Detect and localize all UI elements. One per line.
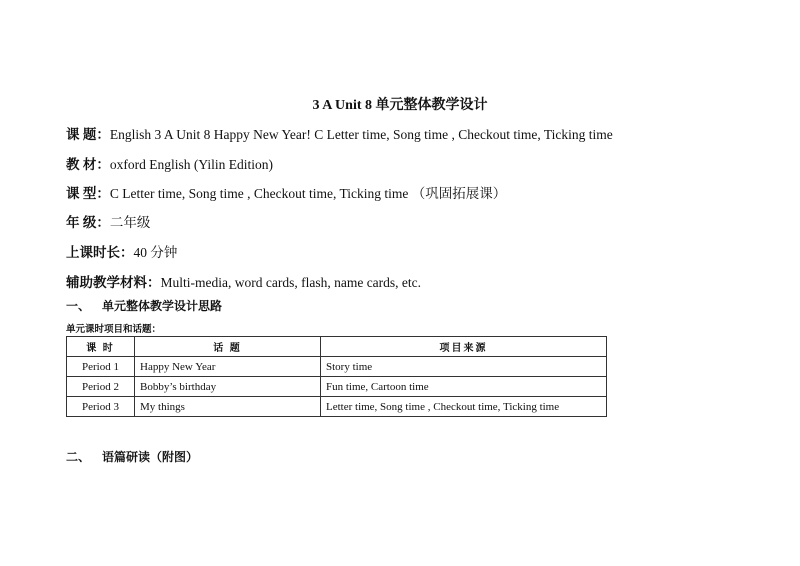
cell-source: Story time (321, 357, 607, 377)
section-heading-2 (66, 448, 198, 465)
section-number: 一、 (66, 299, 91, 313)
field-textbook (66, 153, 273, 173)
field-label: 课 型： (66, 186, 110, 201)
cell-source: Letter time, Song time , Checkout time, Ticking time (321, 397, 607, 417)
field-label: 教 材： (66, 157, 110, 172)
section-number: 二、 (66, 450, 91, 464)
table-row (67, 357, 607, 377)
section-text: 单元整体教学设计思路 (102, 299, 223, 313)
field-value: English 3 A Unit 8 Happy New Year! C Letter time, Song time , Checkout time, Ticking time (109, 127, 613, 142)
field-lesson-type (66, 182, 506, 202)
field-label: 上课时长： (66, 245, 134, 260)
header-source: 项目来源 (321, 337, 607, 357)
field-label: 年 级： (66, 215, 110, 230)
cell-topic: Happy New Year (135, 357, 321, 377)
field-materials (66, 271, 421, 291)
header-topic: 话 题 (135, 337, 321, 357)
cell-period: Period 3 (67, 397, 135, 417)
field-value: 二年级 (109, 215, 151, 230)
cell-period: Period 2 (67, 377, 135, 397)
field-value: 40 分钟 (133, 245, 178, 260)
field-duration (66, 241, 177, 261)
field-value: C Letter time, Song time , Checkout time, Ticking time （巩固拓展课） (109, 186, 507, 201)
field-value: Multi-media, word cards, flash, name cards, etc. (160, 275, 422, 290)
cell-source: Fun time, Cartoon time (321, 377, 607, 397)
cell-topic: My things (135, 397, 321, 417)
field-label: 课 题： (66, 127, 110, 142)
field-value: oxford English (Yilin Edition) (109, 157, 273, 172)
section-heading-1 (66, 297, 222, 314)
section-text: 语篇研读（附图） (102, 450, 199, 464)
table-header-row (67, 337, 607, 357)
field-grade (66, 211, 150, 231)
document-title: 3 A Unit 8 单元整体教学设计 (312, 98, 488, 113)
field-topic (66, 123, 613, 143)
header-period: 课 时 (67, 337, 135, 357)
cell-topic: Bobby’s birthday (135, 377, 321, 397)
table-caption: 单元课时项目和话题： (66, 325, 162, 335)
period-table (66, 336, 607, 417)
table-row (67, 397, 607, 417)
cell-period: Period 1 (67, 357, 135, 377)
field-label: 辅助教学材料： (66, 275, 161, 290)
table-row (67, 377, 607, 397)
